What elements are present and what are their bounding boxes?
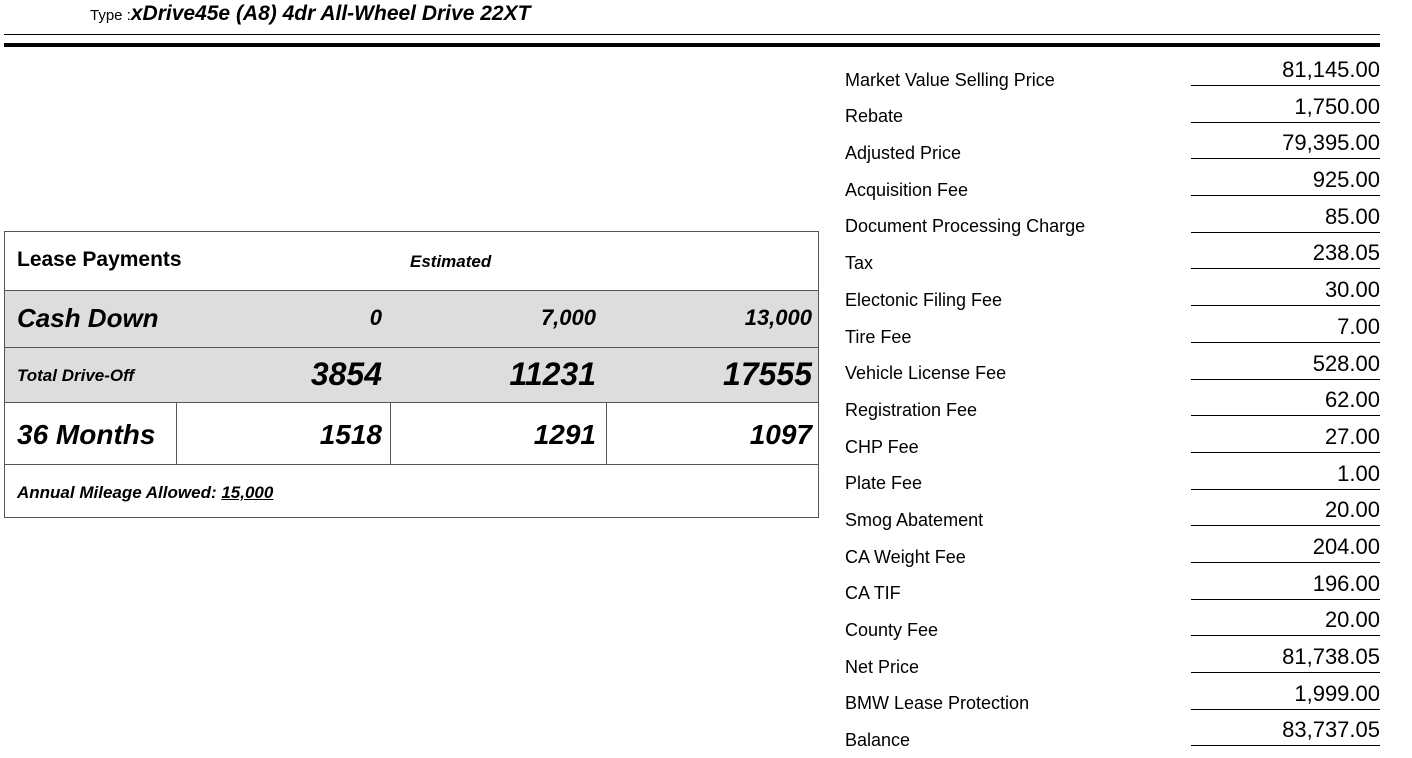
price-label: Plate Fee [845,473,923,494]
drive-off-option-3: 17555 [723,356,812,392]
price-value: 20.00 [1191,606,1380,636]
cash-down-option-2: 7,000 [540,305,596,330]
price-label: Smog Abatement [845,509,984,530]
price-label: County Fee [845,620,939,640]
column-divider [176,403,177,465]
price-value: 204.00 [1191,533,1380,563]
price-label: Registration Fee [845,399,978,420]
price-breakdown [845,56,1380,753]
price-row [845,203,1380,240]
price-label: Adjusted Price [845,143,962,164]
price-value: 925.00 [1191,166,1380,196]
price-value: 79,395.00 [1191,129,1380,159]
price-row [845,386,1380,423]
price-label: Net Price [845,656,920,677]
price-row [845,239,1380,276]
drive-off-label: Total Drive-Off [17,366,135,385]
price-row [845,496,1380,533]
price-label: Tax [845,253,874,274]
price-value: 528.00 [1191,350,1380,380]
term-label: 36 Months [17,419,156,450]
price-row [845,643,1380,680]
price-value: 81,738.05 [1191,643,1380,673]
cash-down-option-3: 13,000 [744,305,812,330]
price-label: Rebate [845,106,904,127]
column-divider [606,403,607,465]
price-row [845,313,1380,350]
price-value: 196.00 [1191,570,1380,600]
price-value: 238.05 [1191,239,1380,269]
price-row [845,129,1380,166]
price-label: CA Weight Fee [845,546,966,567]
lease-title: Lease Payments [17,248,182,271]
price-value: 1.00 [1191,460,1380,490]
price-row [845,606,1380,643]
price-value: 62.00 [1191,386,1380,416]
price-row [845,460,1380,497]
mileage-row [5,464,818,518]
header-rule-thick [4,43,1380,47]
column-divider [390,403,391,465]
drive-off-option-2: 11231 [509,356,596,392]
price-label: Tire Fee [845,326,912,347]
price-row [845,570,1380,607]
price-value: 1,999.00 [1191,680,1380,710]
price-row [845,680,1380,717]
monthly-payment-option-1: 1518 [319,419,382,450]
price-label: Market Value Selling Price [845,69,1055,90]
monthly-payment-row [5,402,818,464]
type-label: Type : [90,7,131,24]
price-row [845,166,1380,203]
price-label: CHP Fee [845,436,919,457]
price-value: 85.00 [1191,203,1380,233]
price-value: 83,737.05 [1191,716,1380,746]
price-value: 81,145.00 [1191,56,1380,86]
price-value: 20.00 [1191,496,1380,526]
annual-mileage [17,483,273,503]
vehicle-type [90,2,530,26]
price-value: 7.00 [1191,313,1380,343]
mileage-label: Annual Mileage Allowed: [17,483,217,502]
cash-down-row [5,290,818,347]
price-label: Vehicle License Fee [845,363,1007,384]
cash-down-option-1: 0 [369,305,382,330]
type-value: xDrive45e (A8) 4dr All-Wheel Drive 22XT [130,2,531,25]
price-value: 30.00 [1191,276,1380,306]
drive-off-option-1: 3854 [310,356,382,392]
price-label: Acquisition Fee [845,179,969,200]
price-row [845,56,1380,93]
price-row [845,423,1380,460]
cash-down-label: Cash Down [17,303,159,333]
monthly-payment-option-3: 1097 [749,419,812,450]
estimated-label: Estimated [410,252,492,271]
price-row [845,533,1380,570]
monthly-payment-option-2: 1291 [533,419,596,450]
price-row [845,93,1380,130]
price-label: Balance [845,730,911,751]
price-label: Electonic Filing Fee [845,289,1003,310]
mileage-value: 15,000 [221,483,274,502]
total-drive-off-row [5,347,818,402]
lease-header-row [5,232,818,290]
lease-payments-table [4,231,819,518]
price-label: Document Processing Charge [845,216,1086,237]
price-row [845,276,1380,313]
price-row [845,716,1380,753]
price-row [845,350,1380,387]
price-label: BMW Lease Protection [845,693,1030,714]
price-value: 1,750.00 [1191,93,1380,123]
price-value: 27.00 [1191,423,1380,453]
header-rule-thin [4,34,1380,35]
price-label: CA TIF [845,583,901,604]
